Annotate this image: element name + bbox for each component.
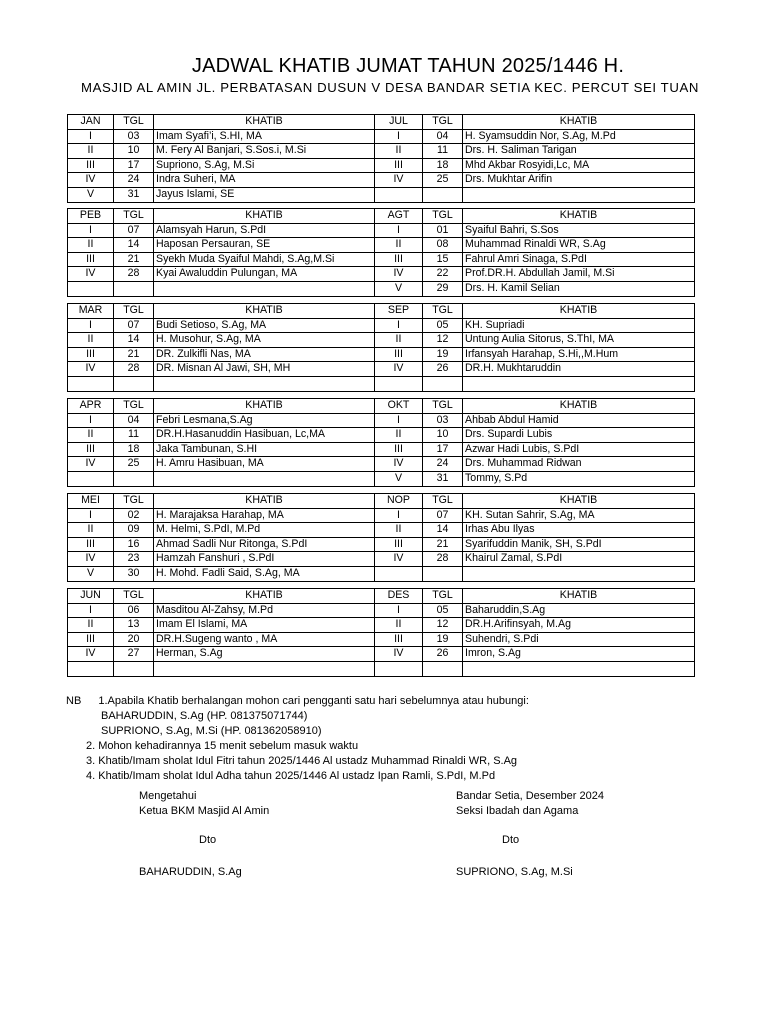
note-3: 3. Khatib/Imam sholat Idul Fitri tahun 2025/1446 Al ustadz Muhammad Rinaldi WR, S.Ag — [86, 755, 518, 767]
khatib-cell — [463, 187, 695, 202]
khatib-cell: Khairul Zamal, S.PdI — [463, 552, 695, 567]
date-cell: 29 — [423, 281, 463, 296]
khatib-cell: M. Helmi, S.PdI, M.Pd — [154, 523, 375, 538]
date-cell — [423, 187, 463, 202]
khatib-header: KHATIB — [463, 494, 695, 509]
khatib-cell — [154, 471, 375, 486]
week-cell: I — [68, 318, 114, 333]
tgl-header: TGL — [114, 115, 154, 130]
nb-label: NB — [66, 695, 82, 707]
table-row — [68, 647, 695, 662]
table-row — [68, 158, 695, 173]
table-row — [68, 603, 695, 618]
week-cell: I — [68, 129, 114, 144]
date-cell: 06 — [114, 603, 154, 618]
sig-left-name: BAHARUDDIN, S.Ag — [139, 866, 242, 878]
table-row — [68, 428, 695, 443]
sig-right-name: SUPRIONO, S.Ag, M.Si — [456, 866, 573, 878]
week-cell: II — [68, 238, 114, 253]
week-cell: I — [375, 318, 423, 333]
date-cell: 11 — [423, 144, 463, 159]
table-row — [68, 632, 695, 647]
tgl-header: TGL — [114, 304, 154, 319]
date-cell: 24 — [423, 457, 463, 472]
week-cell: IV — [68, 362, 114, 377]
tgl-header: TGL — [114, 209, 154, 224]
week-cell — [68, 376, 114, 391]
week-cell — [375, 376, 423, 391]
khatib-cell: Baharuddin,S.Ag — [463, 603, 695, 618]
tgl-header: TGL — [423, 304, 463, 319]
khatib-cell: H. Syamsuddin Nor, S.Ag, M.Pd — [463, 129, 695, 144]
khatib-header: KHATIB — [154, 115, 375, 130]
date-cell — [114, 376, 154, 391]
date-cell: 21 — [423, 537, 463, 552]
week-cell: I — [375, 129, 423, 144]
month-header: OKT — [375, 399, 423, 414]
khatib-cell: Budi Setioso, S.Ag, MA — [154, 318, 375, 333]
schedule-block-4 — [67, 493, 695, 582]
month-header: JUL — [375, 115, 423, 130]
week-cell: IV — [375, 267, 423, 282]
date-cell: 07 — [114, 223, 154, 238]
page-title: JADWAL KHATIB JUMAT TAHUN 2025/1446 H. — [191, 55, 625, 77]
month-header: NOP — [375, 494, 423, 509]
week-cell: II — [375, 523, 423, 538]
table-row — [68, 413, 695, 428]
date-cell: 17 — [114, 158, 154, 173]
week-cell — [68, 661, 114, 676]
date-cell: 20 — [114, 632, 154, 647]
table-row — [68, 376, 695, 391]
week-cell: I — [375, 223, 423, 238]
month-header: SEP — [375, 304, 423, 319]
week-cell: I — [68, 413, 114, 428]
table-header-row — [68, 494, 695, 509]
date-cell: 28 — [114, 267, 154, 282]
table-row — [68, 333, 695, 348]
date-cell: 03 — [423, 413, 463, 428]
date-cell: 18 — [114, 442, 154, 457]
date-cell: 22 — [423, 267, 463, 282]
date-cell: 05 — [423, 603, 463, 618]
contact-2: SUPRIONO, S.Ag, M.Si (HP. 081362058910) — [101, 725, 322, 737]
khatib-cell: Herman, S.Ag — [154, 647, 375, 662]
week-cell — [68, 471, 114, 486]
sig-right-line2: Seksi Ibadah dan Agama — [456, 805, 579, 817]
table-row — [68, 252, 695, 267]
week-cell: III — [68, 537, 114, 552]
table-row — [68, 442, 695, 457]
date-cell: 21 — [114, 252, 154, 267]
tgl-header: TGL — [114, 399, 154, 414]
note-2: 2. Mohon kehadirannya 15 menit sebelum masuk waktu — [86, 740, 359, 752]
khatib-cell — [463, 376, 695, 391]
date-cell: 14 — [114, 333, 154, 348]
month-header: MEI — [68, 494, 114, 509]
khatib-cell: Suhendri, S.Pdi — [463, 632, 695, 647]
week-cell: II — [68, 428, 114, 443]
table-row — [68, 223, 695, 238]
week-cell: III — [375, 347, 423, 362]
table-row — [68, 187, 695, 202]
table-row — [68, 144, 695, 159]
date-cell — [423, 566, 463, 581]
table-row — [68, 347, 695, 362]
date-cell — [114, 661, 154, 676]
khatib-header: KHATIB — [463, 209, 695, 224]
khatib-cell: Hamzah Fanshuri , S.PdI — [154, 552, 375, 567]
week-cell: III — [68, 442, 114, 457]
date-cell: 19 — [423, 347, 463, 362]
notes-section — [66, 694, 706, 784]
khatib-cell: Febri Lesmana,S.Ag — [154, 413, 375, 428]
khatib-header: KHATIB — [154, 209, 375, 224]
date-cell: 02 — [114, 508, 154, 523]
khatib-cell: H. Marajaksa Harahap, MA — [154, 508, 375, 523]
khatib-cell — [154, 661, 375, 676]
tgl-header: TGL — [423, 494, 463, 509]
khatib-cell: DR.H.Sugeng wanto , MA — [154, 632, 375, 647]
month-header: DES — [375, 589, 423, 604]
date-cell: 25 — [114, 457, 154, 472]
khatib-cell: DR.H.Arifinsyah, M.Ag — [463, 618, 695, 633]
schedule-block-5 — [67, 588, 695, 677]
table-row — [68, 457, 695, 472]
date-cell: 28 — [114, 362, 154, 377]
week-cell: IV — [375, 457, 423, 472]
week-cell: V — [68, 566, 114, 581]
table-header-row — [68, 589, 695, 604]
table-row — [68, 566, 695, 581]
khatib-cell: Jaka Tambunan, S.HI — [154, 442, 375, 457]
table-row — [68, 523, 695, 538]
table-row — [68, 238, 695, 253]
khatib-cell: KH. Sutan Sahrir, S.Ag, MA — [463, 508, 695, 523]
khatib-cell: M. Fery Al Banjari, S.Sos.i, M.Si — [154, 144, 375, 159]
khatib-cell: Drs. Mukhtar Arifin — [463, 173, 695, 188]
khatib-cell: Drs. Supardi Lubis — [463, 428, 695, 443]
khatib-cell: Irhas Abu Ilyas — [463, 523, 695, 538]
table-row — [68, 537, 695, 552]
sig-right-line1: Bandar Setia, Desember 2024 — [456, 790, 604, 802]
khatib-cell: H. Mohd. Fadli Said, S.Ag, MA — [154, 566, 375, 581]
week-cell: I — [68, 223, 114, 238]
khatib-cell: Syarifuddin Manik, SH, S.PdI — [463, 537, 695, 552]
date-cell: 12 — [423, 333, 463, 348]
table-row — [68, 281, 695, 296]
week-cell: II — [375, 238, 423, 253]
table-header-row — [68, 209, 695, 224]
week-cell: II — [375, 428, 423, 443]
week-cell: III — [375, 442, 423, 457]
week-cell: II — [68, 523, 114, 538]
date-cell: 15 — [423, 252, 463, 267]
date-cell: 19 — [423, 632, 463, 647]
date-cell: 28 — [423, 552, 463, 567]
week-cell: III — [375, 158, 423, 173]
khatib-cell: Tommy, S.Pd — [463, 471, 695, 486]
table-row — [68, 318, 695, 333]
month-header: PEB — [68, 209, 114, 224]
date-cell: 12 — [423, 618, 463, 633]
week-cell: II — [68, 144, 114, 159]
khatib-cell: Drs. H. Kamil Selian — [463, 281, 695, 296]
date-cell: 04 — [423, 129, 463, 144]
week-cell: IV — [375, 552, 423, 567]
date-cell: 07 — [423, 508, 463, 523]
tgl-header: TGL — [423, 589, 463, 604]
khatib-header: KHATIB — [154, 589, 375, 604]
khatib-cell: Prof.DR.H. Abdullah Jamil, M.Si — [463, 267, 695, 282]
table-row — [68, 267, 695, 282]
tgl-header: TGL — [423, 399, 463, 414]
tgl-header: TGL — [114, 589, 154, 604]
sig-left-line1: Mengetahui — [139, 790, 197, 802]
khatib-cell: Fahrul Amri Sinaga, S.PdI — [463, 252, 695, 267]
week-cell: III — [68, 347, 114, 362]
khatib-cell: Haposan Persauran, SE — [154, 238, 375, 253]
table-row — [68, 471, 695, 486]
date-cell — [423, 661, 463, 676]
schedule-block-1 — [67, 208, 695, 297]
table-row — [68, 173, 695, 188]
khatib-cell: Alamsyah Harun, S.PdI — [154, 223, 375, 238]
table-row — [68, 129, 695, 144]
week-cell: IV — [68, 173, 114, 188]
khatib-header: KHATIB — [154, 304, 375, 319]
table-header-row — [68, 304, 695, 319]
date-cell: 10 — [114, 144, 154, 159]
khatib-cell: DR. Misnan Al Jawi, SH, MH — [154, 362, 375, 377]
schedule-block-2 — [67, 303, 695, 392]
week-cell: V — [68, 187, 114, 202]
khatib-header: KHATIB — [463, 115, 695, 130]
date-cell: 13 — [114, 618, 154, 633]
khatib-cell: Syekh Muda Syaiful Mahdi, S.Ag,M.Si — [154, 252, 375, 267]
khatib-cell: Mhd Akbar Rosyidi,Lc, MA — [463, 158, 695, 173]
khatib-cell: Indra Suheri, MA — [154, 173, 375, 188]
month-header: APR — [68, 399, 114, 414]
date-cell: 03 — [114, 129, 154, 144]
week-cell: IV — [68, 647, 114, 662]
khatib-header: KHATIB — [154, 494, 375, 509]
khatib-cell — [463, 661, 695, 676]
week-cell: IV — [68, 457, 114, 472]
khatib-cell: H. Musohur, S.Ag, MA — [154, 333, 375, 348]
khatib-cell — [463, 566, 695, 581]
page-subtitle: MASJID AL AMIN JL. PERBATASAN DUSUN V DESA BANDAR SETIA KEC. PERCUT SEI TUAN — [81, 80, 699, 95]
week-cell: IV — [375, 362, 423, 377]
week-cell: IV — [68, 267, 114, 282]
week-cell: II — [68, 333, 114, 348]
week-cell: V — [375, 281, 423, 296]
note-1 — [66, 694, 706, 709]
week-cell — [375, 661, 423, 676]
schedule-block-3 — [67, 398, 695, 487]
khatib-cell: DR. Zulkifli Nas, MA — [154, 347, 375, 362]
tgl-header: TGL — [423, 209, 463, 224]
date-cell: 31 — [114, 187, 154, 202]
date-cell: 04 — [114, 413, 154, 428]
khatib-header: KHATIB — [463, 399, 695, 414]
sig-left-line2: Ketua BKM Masjid Al Amin — [139, 805, 270, 817]
week-cell: III — [68, 632, 114, 647]
table-row — [68, 552, 695, 567]
khatib-header: KHATIB — [463, 304, 695, 319]
table-row — [68, 508, 695, 523]
khatib-cell: Imam El Islami, MA — [154, 618, 375, 633]
week-cell: III — [375, 537, 423, 552]
khatib-cell: Ahmad Sadli Nur Ritonga, S.PdI — [154, 537, 375, 552]
month-header: JAN — [68, 115, 114, 130]
date-cell: 21 — [114, 347, 154, 362]
week-cell: I — [375, 603, 423, 618]
khatib-cell: Syaiful Bahri, S.Sos — [463, 223, 695, 238]
week-cell: IV — [68, 552, 114, 567]
khatib-cell: Untung Aulia Sitorus, S.ThI, MA — [463, 333, 695, 348]
khatib-cell: Imam Syafi’i, S.HI, MA — [154, 129, 375, 144]
khatib-cell — [154, 376, 375, 391]
note-4: 4. Khatib/Imam sholat Idul Adha tahun 2025/1446 Al ustadz Ipan Ramli, S.PdI, M.Pd — [86, 770, 496, 782]
week-cell: II — [375, 618, 423, 633]
month-header: MAR — [68, 304, 114, 319]
week-cell: III — [68, 252, 114, 267]
khatib-cell — [154, 281, 375, 296]
week-cell: IV — [375, 647, 423, 662]
week-cell: I — [68, 603, 114, 618]
date-cell: 26 — [423, 647, 463, 662]
week-cell — [68, 281, 114, 296]
tgl-header: TGL — [423, 115, 463, 130]
date-cell: 10 — [423, 428, 463, 443]
date-cell: 01 — [423, 223, 463, 238]
khatib-cell: Imron, S.Ag — [463, 647, 695, 662]
date-cell: 25 — [423, 173, 463, 188]
khatib-cell: Ahbab Abdul Hamid — [463, 413, 695, 428]
date-cell: 23 — [114, 552, 154, 567]
date-cell: 26 — [423, 362, 463, 377]
khatib-header: KHATIB — [154, 399, 375, 414]
khatib-cell: Azwar Hadi Lubis, S.PdI — [463, 442, 695, 457]
week-cell — [375, 187, 423, 202]
khatib-header: KHATIB — [463, 589, 695, 604]
date-cell: 11 — [114, 428, 154, 443]
table-row — [68, 618, 695, 633]
week-cell: I — [68, 508, 114, 523]
date-cell — [114, 281, 154, 296]
date-cell: 14 — [423, 523, 463, 538]
week-cell: II — [68, 618, 114, 633]
sig-left-dto: Dto — [199, 834, 217, 846]
date-cell: 09 — [114, 523, 154, 538]
khatib-cell: H. Amru Hasibuan, MA — [154, 457, 375, 472]
month-header: JUN — [68, 589, 114, 604]
date-cell: 14 — [114, 238, 154, 253]
table-row — [68, 362, 695, 377]
date-cell: 08 — [423, 238, 463, 253]
khatib-cell: DR.H.Hasanuddin Hasibuan, Lc,MA — [154, 428, 375, 443]
khatib-cell: Muhammad Rinaldi WR, S.Ag — [463, 238, 695, 253]
tgl-header: TGL — [114, 494, 154, 509]
khatib-cell: DR.H. Mukhtaruddin — [463, 362, 695, 377]
sig-right-dto: Dto — [502, 834, 520, 846]
week-cell: III — [375, 632, 423, 647]
date-cell: 31 — [423, 471, 463, 486]
week-cell: III — [68, 158, 114, 173]
week-cell: V — [375, 471, 423, 486]
date-cell — [423, 376, 463, 391]
table-row — [68, 661, 695, 676]
khatib-cell: Masditou Al-Zahsy, M.Pd — [154, 603, 375, 618]
date-cell: 30 — [114, 566, 154, 581]
week-cell: II — [375, 144, 423, 159]
khatib-cell: Irfansyah Harahap, S.Hi,,M.Hum — [463, 347, 695, 362]
table-header-row — [68, 115, 695, 130]
week-cell: II — [375, 333, 423, 348]
khatib-cell: Supriono, S.Ag, M.Si — [154, 158, 375, 173]
khatib-cell: Kyai Awaluddin Pulungan, MA — [154, 267, 375, 282]
week-cell: I — [375, 508, 423, 523]
date-cell: 17 — [423, 442, 463, 457]
date-cell: 16 — [114, 537, 154, 552]
week-cell: IV — [375, 173, 423, 188]
khatib-cell: Jayus Islami, SE — [154, 187, 375, 202]
week-cell: III — [375, 252, 423, 267]
contact-1: BAHARUDDIN, S.Ag (HP. 081375071744) — [101, 710, 308, 722]
schedule-block-0 — [67, 114, 695, 203]
khatib-cell: Drs. H. Saliman Tarigan — [463, 144, 695, 159]
table-header-row — [68, 399, 695, 414]
date-cell: 18 — [423, 158, 463, 173]
khatib-cell: Drs. Muhammad Ridwan — [463, 457, 695, 472]
date-cell: 07 — [114, 318, 154, 333]
note-1-text: 1.Apabila Khatib berhalangan mohon cari pengganti satu hari sebelumnya atau hubungi: — [98, 695, 529, 707]
week-cell — [375, 566, 423, 581]
date-cell: 27 — [114, 647, 154, 662]
week-cell: I — [375, 413, 423, 428]
date-cell: 24 — [114, 173, 154, 188]
date-cell: 05 — [423, 318, 463, 333]
date-cell — [114, 471, 154, 486]
khatib-cell: KH. Supriadi — [463, 318, 695, 333]
month-header: AGT — [375, 209, 423, 224]
